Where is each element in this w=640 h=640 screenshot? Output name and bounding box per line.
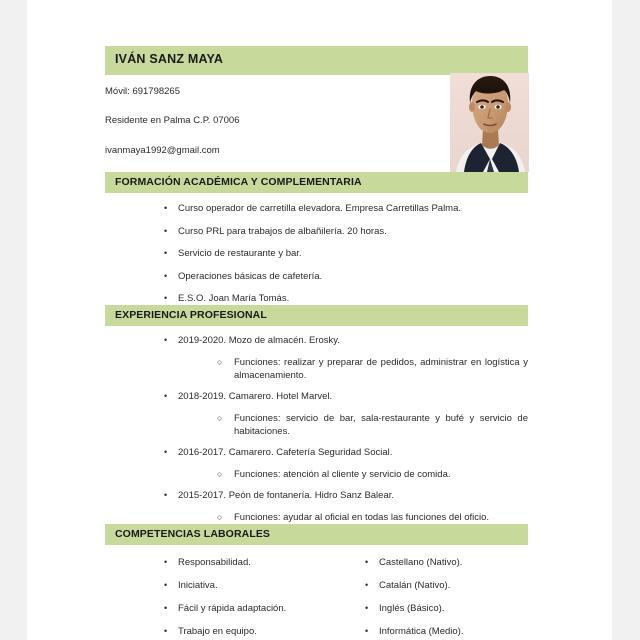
skill-text: Iniciativa. [178,580,218,591]
sub-bullet-marker-icon: ○ [217,412,223,423]
bullet-marker-icon: • [164,580,168,590]
skill-text: Castellano (Nativo). [379,557,463,568]
list-item [105,489,528,502]
bullet-marker-icon: • [365,626,369,636]
list-item [306,602,528,615]
experience-list [105,334,528,532]
education-item-text: Curso operador de carretilla elevadora. Empresa Carretillas Palma. [178,203,462,214]
skill-text: Informática (Medio). [379,626,464,637]
education-item-text: Servicio de restaurante y bar. [178,248,302,259]
list-item [306,625,528,638]
name-header-bar [105,46,528,75]
skills-column-left [105,556,306,640]
bullet-marker-icon: • [164,335,168,345]
list-item [105,356,528,382]
experience-entry-heading: 2019-2020. Mozo de almacén. Erosky. [178,335,340,346]
list-item [105,446,528,459]
list-item [306,579,528,592]
experience-entry-heading: 2018-2019. Camarero. Hotel Marvel. [178,391,333,402]
sub-bullet-marker-icon: ○ [217,356,223,367]
education-item-text: Curso PRL para trabajos de albañilería. 20 horas. [178,225,387,237]
bullet-marker-icon: • [164,293,168,303]
list-item [306,556,528,569]
section-title-experience: EXPERIENCIA PROFESIONAL [115,309,267,321]
bullet-marker-icon: • [164,248,168,258]
list-item [105,412,528,438]
section-header-experience [105,305,528,326]
experience-entry-detail: Funciones: atención al cliente y servicio de comida. [234,468,451,480]
skill-text: Inglés (Básico). [379,603,445,614]
skills-columns [105,556,528,640]
contact-address: Residente en Palma C.P. 07006 [105,115,240,126]
section-header-education [105,172,528,193]
list-item [105,247,528,260]
skills-column-right [306,556,528,640]
section-header-skills [105,524,528,545]
skill-text: Catalán (Nativo). [379,580,451,591]
bullet-marker-icon: • [164,225,168,236]
cv-page [27,0,612,640]
experience-entry-detail: Funciones: realizar y preparar de pedidos, administrar en logística y almacenamiento. [234,356,528,381]
contact-email: ivanmaya1992@gmail.com [105,145,220,156]
bullet-marker-icon: • [164,447,168,457]
bullet-marker-icon: • [164,270,168,281]
skill-text: Fácil y rápida adaptación. [178,603,287,614]
section-title-education: FORMACIÓN ACADÉMICA Y COMPLEMENTARIA [115,176,362,188]
bullet-marker-icon: • [164,557,168,567]
list-item [105,625,306,638]
sub-bullet-marker-icon: ○ [217,511,223,522]
bullet-marker-icon: • [164,626,168,636]
education-list [105,202,528,315]
list-item [105,334,528,347]
list-item [105,579,306,592]
list-item [105,390,528,403]
experience-entry-heading: 2015-2017. Peón de fontanería. Hidro Sanz Balear. [178,490,395,501]
bullet-marker-icon: • [164,391,168,401]
portrait-illustration [450,73,529,172]
experience-entry-heading: 2016-2017. Camarero. Cafetería Seguridad Social. [178,447,393,458]
bullet-marker-icon: • [164,490,168,500]
list-item [105,602,306,615]
education-item-text: Operaciones básicas de cafetería. [178,270,323,282]
sub-bullet-marker-icon: ○ [217,468,223,479]
list-item [105,511,528,524]
skill-text: Responsabilidad. [178,557,251,568]
list-item [105,225,528,238]
list-item [105,270,528,283]
contact-phone: Móvil: 691798265 [105,86,180,97]
list-item [105,292,528,305]
bullet-marker-icon: • [365,580,369,590]
bullet-marker-icon: • [365,557,369,567]
experience-entry-detail: Funciones: ayudar al oficial en todas las funciones del oficio. [234,511,490,523]
bullet-marker-icon: • [164,203,168,213]
list-item [105,556,306,569]
skill-text: Trabajo en equipo. [178,626,257,637]
education-item-text: E.S.O. Joan María Tomás. [178,293,290,304]
list-item [105,202,528,215]
bullet-marker-icon: • [365,603,369,613]
section-title-skills: COMPETENCIAS LABORALES [115,528,271,540]
candidate-photo [450,73,529,172]
list-item [105,468,528,481]
bullet-marker-icon: • [164,603,168,613]
experience-entry-detail: Funciones: servicio de bar, sala-restaurante y bufé y servicio de habitaciones. [234,412,528,437]
candidate-name: IVÁN SANZ MAYA [115,52,224,66]
